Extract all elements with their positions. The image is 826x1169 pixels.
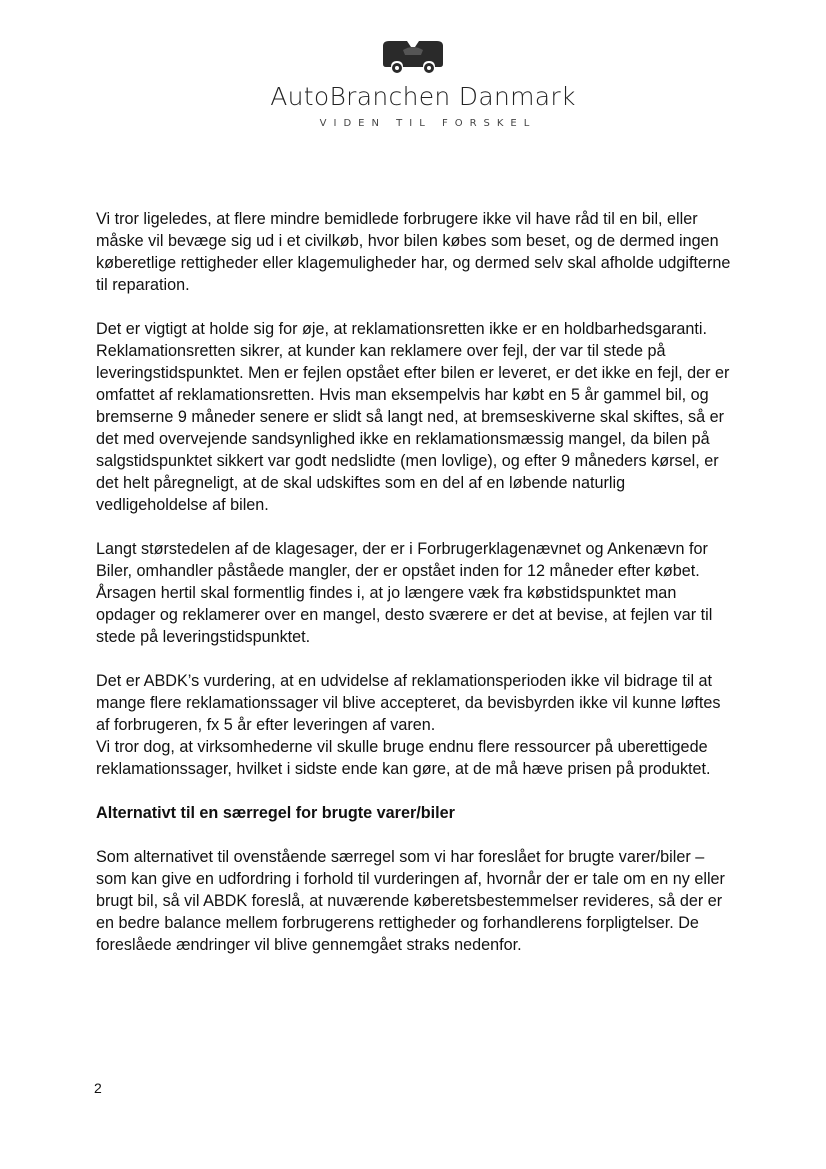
brand-tagline: VIDEN TIL FORSKEL	[319, 118, 537, 129]
letterhead	[0, 40, 826, 129]
section-heading: Alternativt til en særregel for brugte varer/biler	[96, 804, 455, 822]
body-paragraph: Det er ABDK’s vurdering, at en udvidelse af reklamationsperioden ikke vil bidrage til at mange flere reklamationssager vil blive accepteret, da bevisbyrden ikke vil kunne løftes af forbrugeren, fx 5 år efter leveringen af varen.	[96, 672, 721, 734]
car-logo-icon	[381, 40, 445, 76]
brand-name: AutoBranchen Danmark	[270, 82, 576, 111]
document-body	[96, 208, 736, 978]
body-paragraph: Det er vigtigt at holde sig for øje, at reklamationsretten ikke er en holdbarhedsgaranti. Reklamationsretten sikrer, at kunder kan reklamere over fejl, der var til stede på leveringstidspunktet. Men er fejlen opstået efter bilen er leveret, er det ikke en fejl, der er omfattet af reklamationsretten. Hvis man eksempelvis har købt en 5 år gammel bil, og bremserne 9 måneder senere er slidt så langt ned, at bremseskiverne skal skiftes, så er det med overvejende sandsynlighed ikke en reklamationsmæssig mangel, da bilen på salgstidspunktet sikkert var godt nedslidte (men lovlige), og efter 9 måneders kørsel, er det helt påregneligt, at de skal udskiftes som en del af en løbende naturlig vedligeholdelse af bilen.	[96, 320, 730, 514]
body-paragraph: Som alternativet til ovenstående særregel som vi har foreslået for brugte varer/biler – som kan give en udfordring i forhold til vurderingen af, hvornår der er tale om en ny eller brugt bil, så vil ABDK foreslå, at nuværende køberetsbestemmelser revideres, så der er en bedre balance mellem forbrugerens rettigheder og forhandlerens forpligtelser. De foreslåede ændringer vil blive gennemgået straks nedenfor.	[96, 848, 725, 954]
body-paragraph: Vi tror ligeledes, at flere mindre bemidlede forbrugere ikke vil have råd til en bil, eller måske vil bevæge sig ud i et civilkøb, hvor bilen købes som beset, og de dermed ingen køberetlige rettigheder eller klagemuligheder har, og dermed selv skal afholde udgifterne til reparation.	[96, 210, 731, 294]
page-number: 2	[94, 1080, 102, 1096]
body-paragraph: Langt størstedelen af de klagesager, der er i Forbrugerklagenævnet og Ankenævn for Biler, omhandler påståede mangler, der er opstået inden for 12 måneder efter købet. Årsagen hertil skal formentlig findes i, at jo længere væk fra købstidspunktet man opdager og reklamerer over en mangel, desto sværere er det at bevise, at fejlen var til stede på leveringstidspunktet.	[96, 540, 713, 646]
body-paragraph: Vi tror dog, at virksomhederne vil skulle bruge endnu flere ressourcer på uberettigede reklamationssager, hvilket i sidste ende kan gøre, at de må hæve prisen på produktet.	[96, 738, 711, 778]
